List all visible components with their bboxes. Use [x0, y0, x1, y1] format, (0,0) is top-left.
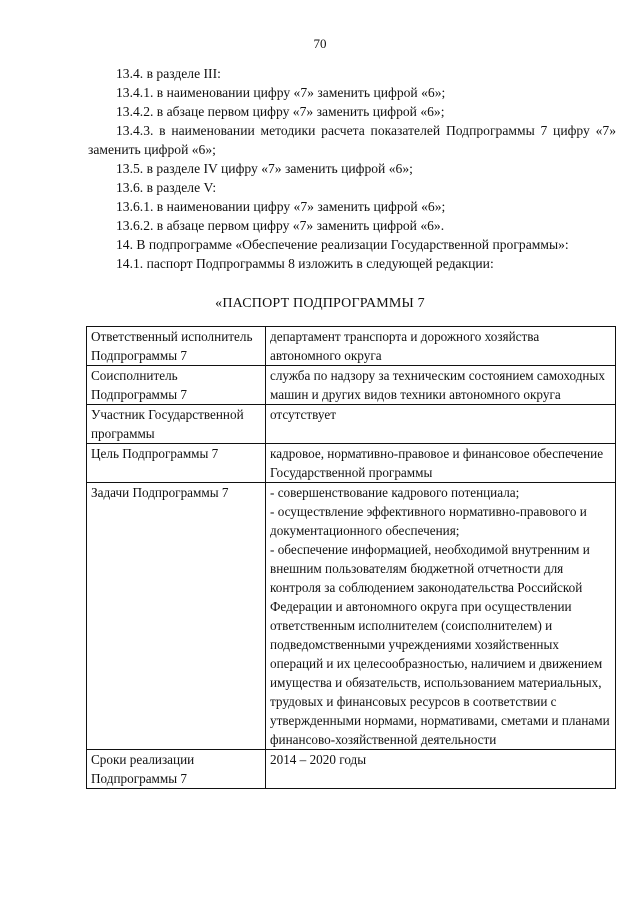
paragraph: 13.6.1. в наименовании цифру «7» заменить цифрой «6»;: [116, 199, 446, 214]
row-value: служба по надзору за техническим состоянием самоходных машин и других видов техники автономного округа: [266, 366, 616, 405]
paragraph: 14. В подпрограмме «Обеспечение реализации Государственной программы»:: [116, 237, 569, 252]
table-row: [87, 327, 616, 366]
table-row: [87, 750, 616, 789]
row-label: Цель Подпрограммы 7: [87, 444, 266, 483]
paragraph: 13.6. в разделе V:: [116, 180, 217, 195]
row-value: 2014 – 2020 годы: [266, 750, 616, 789]
row-label: Сроки реализации Подпрограммы 7: [87, 750, 266, 789]
paragraph: 13.4.1. в наименовании цифру «7» заменить цифрой «6»;: [116, 85, 446, 100]
paragraph: 13.6.2. в абзаце первом цифру «7» заменить цифрой «6».: [116, 218, 445, 233]
paragraph: 14.1. паспорт Подпрограммы 8 изложить в следующей редакции:: [116, 256, 494, 271]
table-row: [87, 405, 616, 444]
amendment-text: [88, 64, 616, 273]
table-row: [87, 483, 616, 750]
row-value: департамент транспорта и дорожного хозяйства автономного округа: [266, 327, 616, 366]
row-value: отсутствует: [266, 405, 616, 444]
task-item: - совершенствование кадрового потенциала;: [270, 485, 520, 500]
table-row: [87, 366, 616, 405]
paragraph: 13.5. в разделе IV цифру «7» заменить цифрой «6»;: [116, 161, 413, 176]
task-item: - осуществление эффективного нормативно-правового и документационного обеспечения;: [270, 504, 587, 538]
paragraph: 13.4.2. в абзаце первом цифру «7» заменить цифрой «6»;: [116, 104, 445, 119]
row-value: кадровое, нормативно-правовое и финансовое обеспечение Государственной программы: [266, 444, 616, 483]
table-row: [87, 444, 616, 483]
row-label: Ответственный исполнитель Подпрограммы 7: [87, 327, 266, 366]
task-item: - обеспечение информацией, необходимой внутренним и внешним пользователям бюджетной отчетности для контроля за соблюдением законодательства Российской Федерации и автономного округа при осуществлении ответственным исполнителем (соисполнителем) и подведомственными учреждениями хозяйственных операций и их целесообразностью, наличием и движением имущества и обязательств, использованием материальных, трудовых и финансовых ресурсов в соответствии с утвержденными нормами, нормативами, сметами и планами финансово-хозяйственной деятельности: [270, 542, 610, 747]
paragraph: 13.4.3. в наименовании методики расчета показателей Подпрограммы 7 цифру «7» заменить цифрой «6»;: [88, 123, 616, 157]
row-label: Задачи Подпрограммы 7: [87, 483, 266, 750]
row-label: Участник Государственной программы: [87, 405, 266, 444]
paragraph: 13.4. в разделе III:: [116, 66, 221, 81]
passport-table: [86, 326, 616, 789]
passport-title: «ПАСПОРТ ПОДПРОГРАММЫ 7: [215, 296, 425, 311]
row-value: [266, 483, 616, 750]
row-label: Соисполнитель Подпрограммы 7: [87, 366, 266, 405]
page-number: 70: [313, 36, 327, 51]
